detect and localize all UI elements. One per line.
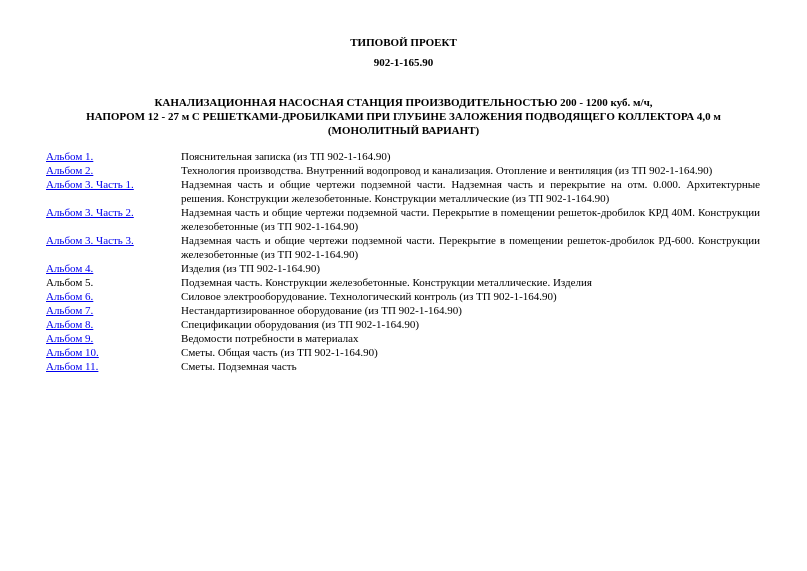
album-description: Подземная часть. Конструкции железобетонные. Конструкции металлические. Изделия (181, 277, 592, 289)
album-description: Сметы. Подземная часть (181, 361, 297, 373)
project-title-line-1: КАНАЛИЗАЦИОННАЯ НАСОСНАЯ СТАНЦИЯ ПРОИЗВОДИТЕЛЬНОСТЬЮ 200 - 1200 куб. м/ч, (154, 97, 653, 109)
album-description: Надземная часть и общие чертежи подземной части. Перекрытие в помещении решеток-дробилок КРД 40М. Конструкции железобетонные (из ТП 902-1-164.90) (181, 207, 760, 233)
album-row (46, 178, 760, 206)
project-number: 902-1-165.90 (373, 57, 434, 69)
album-row (46, 234, 760, 262)
project-title-line-2: НАПОРОМ 12 - 27 м С РЕШЕТКАМИ-ДРОБИЛКАМИ ПРИ ГЛУБИНЕ ЗАЛОЖЕНИЯ ПОДВОДЯЩЕГО КОЛЛЕКТОРА 4,0 м (86, 111, 721, 123)
album-row (46, 262, 760, 276)
album-description: Силовое электрооборудование. Технологический контроль (из ТП 902-1-164.90) (181, 291, 557, 303)
album-description: Нестандартизированное оборудование (из ТП 902-1-164.90) (181, 305, 462, 317)
album-1-link[interactable]: Альбом 1. (46, 151, 94, 163)
album-row (46, 346, 760, 360)
album-row (46, 304, 760, 318)
album-5-label: Альбом 5. (46, 277, 94, 289)
album-3-part-1-link[interactable]: Альбом 3. Часть 1. (46, 179, 134, 191)
album-row (46, 150, 760, 164)
album-10-link[interactable]: Альбом 10. (46, 347, 99, 359)
album-11-link[interactable]: Альбом 11. (46, 361, 99, 373)
doc-type-heading: ТИПОВОЙ ПРОЕКТ (350, 37, 457, 49)
album-3-part-2-link[interactable]: Альбом 3. Часть 2. (46, 207, 134, 219)
album-8-link[interactable]: Альбом 8. (46, 319, 94, 331)
album-7-link[interactable]: Альбом 7. (46, 305, 94, 317)
album-row (46, 206, 760, 234)
album-description: Надземная часть и общие чертежи подземной части. Надземная часть и перекрытие на отм. 0.000. Архитектурные решения. Конструкции железобетонные. Конструкции металлические (из ТП 902-1-164.90) (181, 179, 760, 205)
album-row (46, 276, 760, 290)
album-description: Технология производства. Внутренний водопровод и канализация. Отопление и вентиляция (из ТП 902-1-164.90) (181, 165, 713, 177)
album-description: Сметы. Общая часть (из ТП 902-1-164.90) (181, 347, 378, 359)
album-3-part-3-link[interactable]: Альбом 3. Часть 3. (46, 235, 134, 247)
album-9-link[interactable]: Альбом 9. (46, 333, 94, 345)
album-6-link[interactable]: Альбом 6. (46, 291, 94, 303)
album-description: Спецификации оборудования (из ТП 902-1-164.90) (181, 319, 420, 331)
album-row (46, 164, 760, 178)
project-title-line-3: (МОНОЛИТНЫЙ ВАРИАНТ) (327, 125, 480, 137)
album-2-link[interactable]: Альбом 2. (46, 165, 94, 177)
album-row (46, 318, 760, 332)
album-list (46, 150, 760, 374)
album-row (46, 360, 760, 374)
album-row (46, 332, 760, 346)
album-description: Ведомости потребности в материалах (181, 333, 359, 345)
album-4-link[interactable]: Альбом 4. (46, 263, 94, 275)
album-description: Пояснительная записка (из ТП 902-1-164.90) (181, 151, 391, 163)
album-description: Изделия (из ТП 902-1-164.90) (181, 263, 321, 275)
album-row (46, 290, 760, 304)
album-description: Надземная часть и общие чертежи подземной части. Перекрытие в помещении решеток-дробилок РД-600. Конструкции железобетонные (из ТП 902-1-164.90) (181, 235, 760, 261)
